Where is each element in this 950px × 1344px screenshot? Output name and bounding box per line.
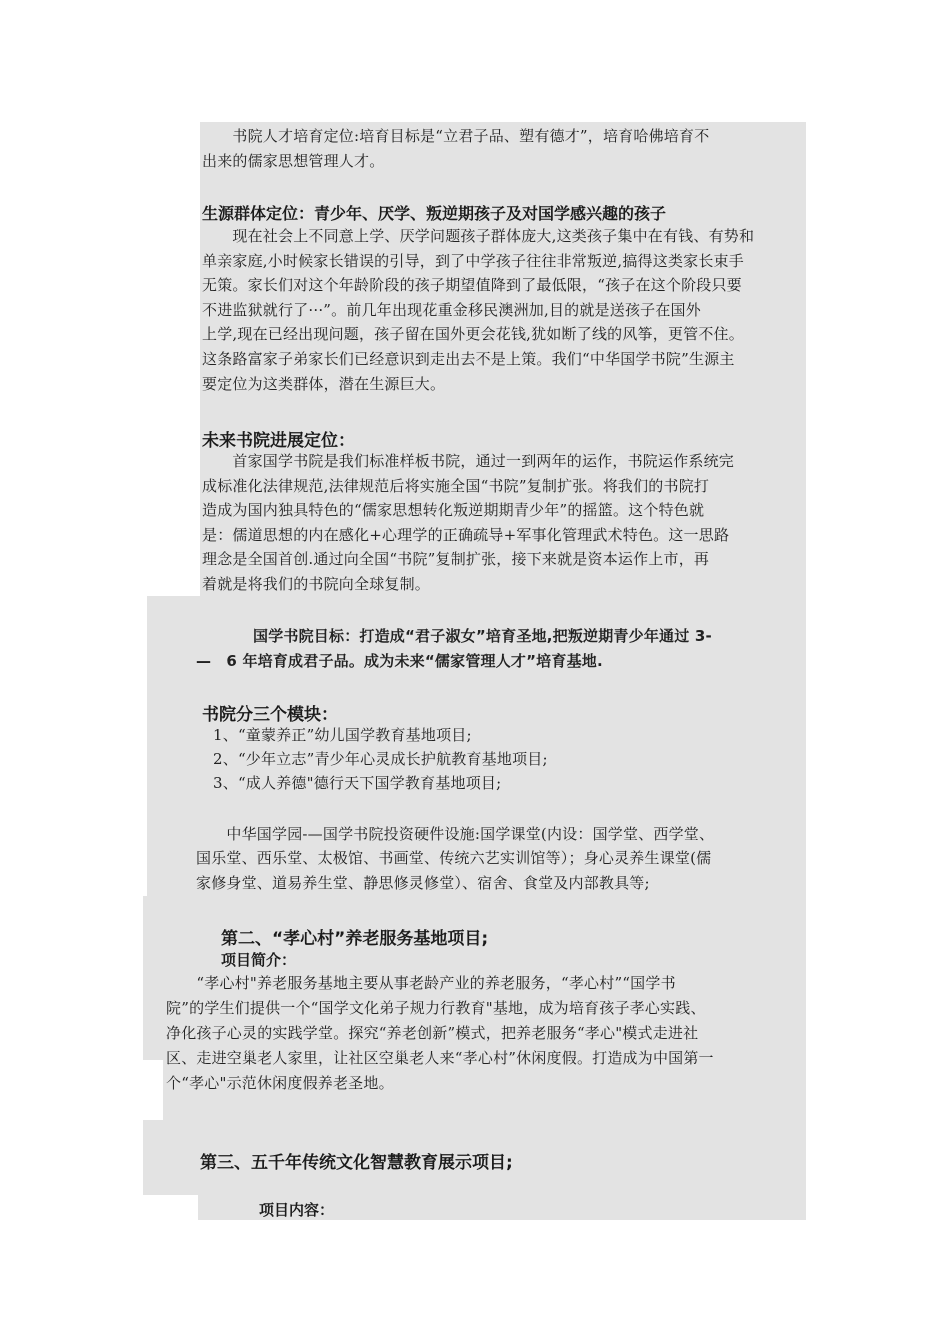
- third-project-subheading: 项目内容：: [259, 1201, 335, 1219]
- text-line: 这条路富家子弟家长们已经意识到走出去不是上策。我们“中华国学书院”生源主: [202, 350, 735, 368]
- text-line: 无策。家长们对这个年龄阶段的孩子期望值降到了最低限，“孩子在这个阶段只要: [202, 276, 742, 294]
- text-line: 国乐堂、西乐堂、太极馆、书画堂、传统六艺实训馆等）；身心灵养生课堂(儒: [196, 849, 712, 867]
- text-line: 首家国学书院是我们标准样板书院，通过一到两年的运作，书院运作系统完: [202, 452, 735, 470]
- goal-line: 国学书院目标：打造成“君子淑女”培育圣地,把叛逆期青少年通过 3-: [253, 627, 712, 645]
- goal-line: — 6 年培育成君子品。成为未来“儒家管理人才”培育基地.: [196, 652, 603, 670]
- students-heading: 生源群体定位：青少年、厌学、叛逆期孩子及对国学感兴趣的孩子: [202, 204, 667, 223]
- third-project-heading: 第三、五千年传统文化智慧教育展示项目;: [200, 1153, 513, 1173]
- text-line: 单亲家庭,小时候家长错误的引导，到了中学孩子往往非常叛逆,搞得这类家长束手: [202, 252, 744, 270]
- shade-gap-2: [143, 1060, 163, 1120]
- list-item: 1、“童蒙养正”幼儿国学教育基地项目;: [213, 726, 472, 744]
- text-line: 个“孝心"示范休闲度假养老圣地。: [166, 1074, 394, 1092]
- text-line: “孝心村"养老服务基地主要从事老龄产业的养老服务，“孝心村”“国学书: [166, 974, 676, 992]
- text-line: 中华国学园-—国学书院投资硬件设施:国学课堂(内设：国学堂、西学堂、: [196, 825, 715, 843]
- text-line: 现在社会上不同意上学、厌学问题孩子群体庞大,这类孩子集中在有钱、有势和: [202, 227, 755, 245]
- shade-gap: [143, 1195, 198, 1220]
- text-line: 要定位为这类群体，潜在生源巨大。: [202, 375, 446, 393]
- text-line: 理念是全国首创.通过向全国“书院”复制扩张，接下来就是资本运作上市，再: [202, 550, 710, 568]
- text-line: 书院人才培育定位:培育目标是“立君子品、塑有德才”，培育哈佛培育不: [202, 127, 710, 145]
- text-line: 不进监狱就行了···”。前几年出现花重金移民澳洲加,目的就是送孩子在国外: [202, 301, 701, 319]
- second-project-heading: 第二、“孝心村”养老服务基地项目;: [221, 929, 489, 949]
- list-item: 2、“少年立志”青少年心灵成长护航教育基地项目;: [213, 750, 548, 768]
- text-line: 着就是将我们的书院向全球复制。: [202, 575, 431, 593]
- second-project-subheading: 项目简介：: [221, 951, 297, 969]
- text-line: 是：儒道思想的内在感化+心理学的正确疏导+军事化管理武术特色。这一思路: [202, 526, 730, 544]
- text-line: 区、走进空巢老人家里，让社区空巢老人来“孝心村”休闲度假。打造成为中国第一: [166, 1049, 714, 1067]
- list-item: 3、“成人养德"德行天下国学教育基地项目;: [213, 774, 502, 792]
- text-line: 家修身堂、道易养生堂、静思修灵修堂）、宿舍、食堂及内部教具等;: [196, 874, 650, 892]
- text-line: 上学,现在已经出现问题，孩子留在国外更会花钱,犹如断了线的风筝，更管不住。: [202, 325, 744, 343]
- future-heading: 未来书院进展定位：: [202, 431, 355, 451]
- modules-heading: 书院分三个模块：: [202, 705, 338, 725]
- text-line: 院”的学生们提供一个“国学文化弟子规力行教育"基地，成为培育孩子孝心实践、: [166, 999, 706, 1017]
- text-line: 净化孩子心灵的实践学堂。探究“养老创新”模式，把养老服务“孝心"模式走进社: [166, 1024, 699, 1042]
- text-line: 成标准化法律规范,法律规范后将实施全国“书院”复制扩张。将我们的书院打: [202, 477, 710, 495]
- text-line: 出来的儒家思想管理人才。: [202, 152, 385, 170]
- text-line: 造成为国内独具特色的“儒家思想转化叛逆期期青少年”的摇篮。这个特色就: [202, 501, 705, 519]
